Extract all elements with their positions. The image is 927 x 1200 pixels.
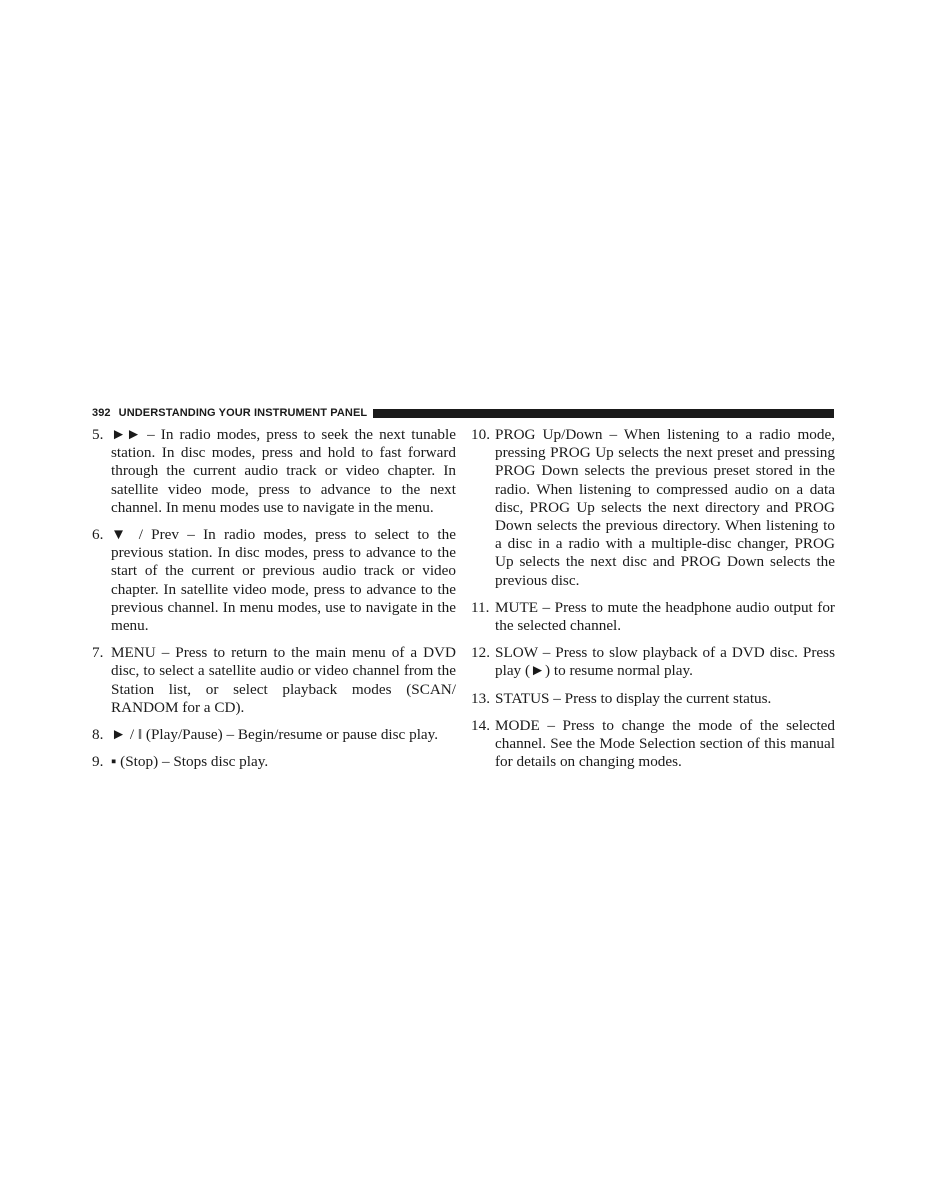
item-number: 10. xyxy=(471,426,490,443)
item-text: MUTE – Press to mute the headphone audio output for the selected channel. xyxy=(495,598,835,635)
item-text: ▪ (Stop) – Stops disc play. xyxy=(111,753,269,771)
list-item xyxy=(92,426,456,517)
item-number: 8. xyxy=(92,726,104,744)
item-text: ▼ / Prev – In radio modes, press to select to the previous station. In disc modes, press to advance to the start of the current or previous audio track or video chapter. In satellite video mode, press to advance to the previous channel. In menu modes, use to navigate in the menu. xyxy=(111,526,456,635)
item-text: MODE – Press to change the mode of the selected channel. See the Mode Selection section of this manual for details on changing modes. xyxy=(495,716,835,771)
item-number: 12. xyxy=(471,644,490,662)
list-item xyxy=(92,644,456,717)
list-item xyxy=(471,690,835,708)
item-number: 11. xyxy=(471,598,490,616)
item-text: ►► – In radio modes, press to seek the next tunable station. In disc modes, press and hold to fast forward through the current audio track or video chapter. In satellite video mode, press to advance to the next channel. In menu modes use to navigate in the menu. xyxy=(111,426,456,516)
item-number: 6. xyxy=(92,526,104,544)
item-number: 14. xyxy=(471,716,490,734)
right-column xyxy=(471,426,835,780)
item-text: MENU – Press to return to the main menu of a DVD disc, to select a satellite audio or video channel from the Station list, or select playback modes (SCAN/ RANDOM for a CD). xyxy=(111,644,456,716)
list-item xyxy=(92,753,456,771)
item-text: STATUS – Press to display the current status. xyxy=(495,689,772,707)
list-item xyxy=(471,599,835,635)
page-header xyxy=(92,405,834,421)
item-number: 7. xyxy=(92,644,104,662)
item-text: PROG Up/Down – When listening to a radio mode, pressing PROG Up selects the next preset and pressing PROG Down selects the previous preset stored in the radio. When listening to compressed audio on a data disc, PROG Up selects the next directory and PROG Down selects the previous directory. When listening to a disc in a radio with a multiple-disc changer, PROG Up selects the next disc and PROG Down selects the previous disc. xyxy=(495,426,835,589)
item-text: SLOW – Press to slow playback of a DVD disc. Press play (►) to resume normal play. xyxy=(495,644,835,680)
item-number: 13. xyxy=(471,689,490,707)
list-item xyxy=(471,426,835,590)
list-item xyxy=(92,526,456,635)
page-number: 392 xyxy=(92,407,111,419)
header-rule xyxy=(373,409,834,418)
list-item xyxy=(471,644,835,680)
list-item xyxy=(92,726,456,744)
left-column xyxy=(92,426,456,780)
item-number: 5. xyxy=(92,426,104,443)
item-number: 9. xyxy=(92,753,104,771)
list-item xyxy=(471,717,835,772)
item-text: ► / ‖ (Play/Pause) – Begin/resume or pause disc play. xyxy=(111,726,439,744)
section-title: UNDERSTANDING YOUR INSTRUMENT PANEL xyxy=(118,407,368,419)
